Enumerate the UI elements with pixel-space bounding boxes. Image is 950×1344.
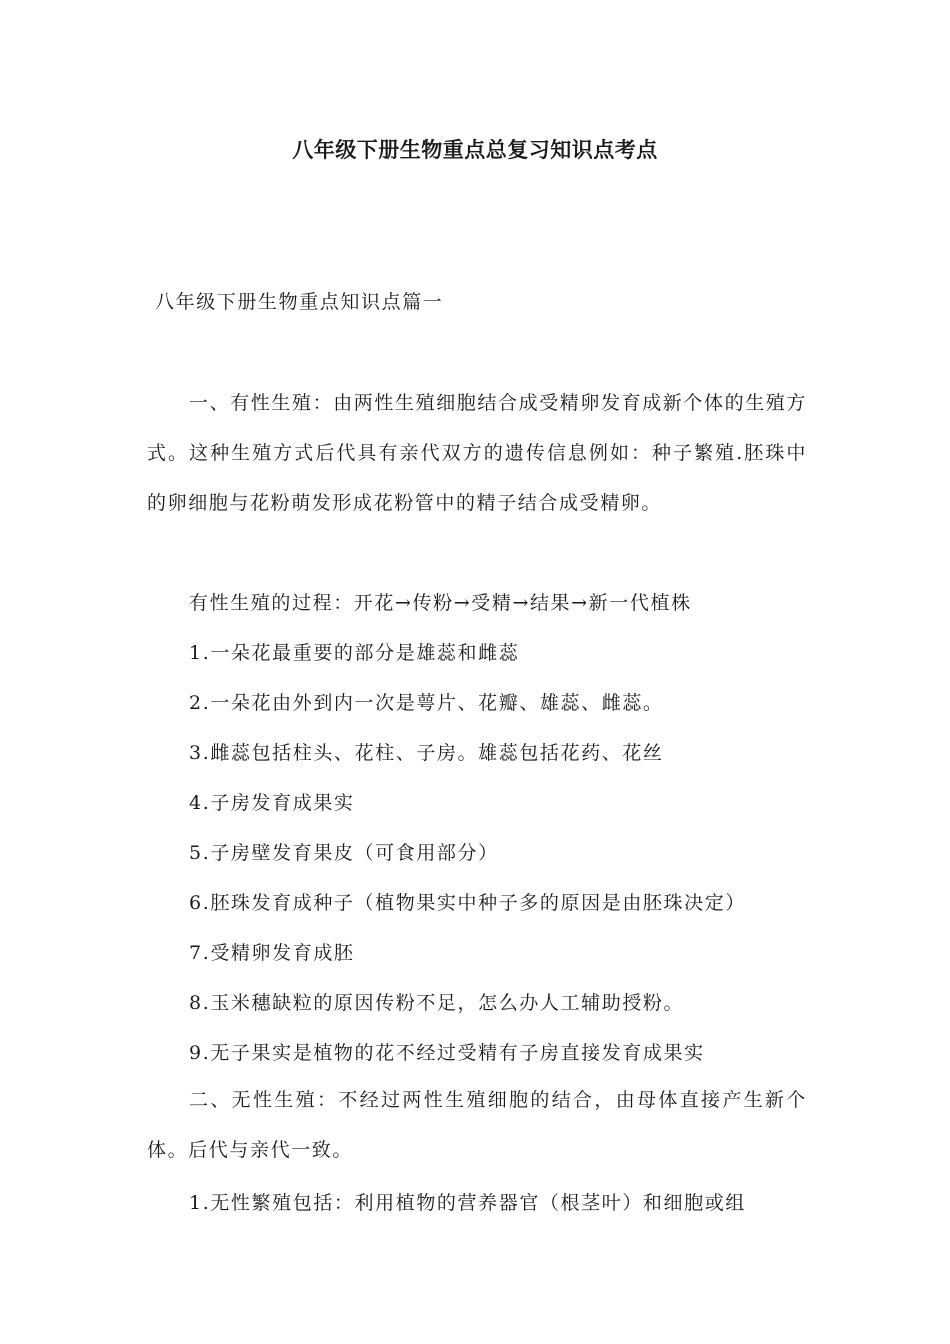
list-item: 3.雌蕊包括柱头、花柱、子房。雄蕊包括花药、花丝 <box>189 742 664 764</box>
list-item: 1.一朵花最重要的部分是雄蕊和雌蕊 <box>189 642 520 664</box>
paragraph-asexual-propagation: 1.无性繁殖包括：利用植物的营养器官（根茎叶）和细胞或组 <box>189 1192 746 1214</box>
list-item: 7.受精卵发育成胚 <box>189 942 355 964</box>
paragraph-asexual-reproduction: 二、无性生殖：不经过两性生殖细胞的结合，由母体直接产生新个体。后代与亲代一致。 <box>147 1089 807 1161</box>
document-title: 八年级下册生物重点总复习知识点考点 <box>292 138 658 162</box>
list-item: 6.胚珠发育成种子（植物果实中种子多的原因是由胚珠决定） <box>189 892 746 914</box>
list-item: 9.无子果实是植物的花不经过受精有子房直接发育成果实 <box>189 1042 705 1064</box>
list-item: 8.玉米穗缺粒的原因传粉不足，怎么办人工辅助授粉。 <box>189 992 685 1014</box>
section-subtitle: 八年级下册生物重点知识点篇一 <box>155 291 444 313</box>
list-item: 4.子房发育成果实 <box>189 792 355 814</box>
list-item: 5.子房壁发育果皮（可食用部分） <box>189 842 499 864</box>
process-line: 有性生殖的过程：开花→传粉→受精→结果→新一代植株 <box>189 592 692 614</box>
paragraph-sexual-reproduction: 一、有性生殖：由两性生殖细胞结合成受精卵发育成新个体的生殖方式。这种生殖方式后代具有亲代双方的遗传信息例如：种子繁殖.胚珠中的卵细胞与花粉萌发形成花粉管中的精子结合成受精卵。 <box>147 392 808 514</box>
list-item: 2.一朵花由外到内一次是萼片、花瓣、雄蕊、雌蕊。 <box>189 692 664 714</box>
